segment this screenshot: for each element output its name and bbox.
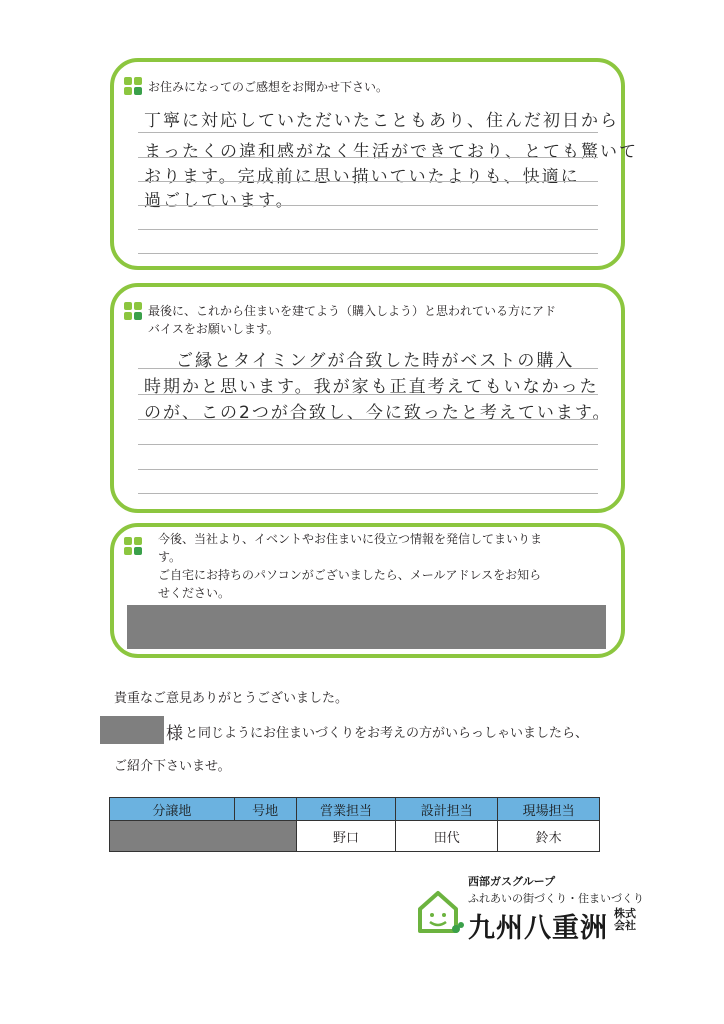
thanks-message: 貴重なご意見ありがとうございました。 (114, 691, 349, 706)
redacted-customer-name (100, 716, 164, 744)
q1-answer-line: 過ごしています。 (144, 191, 295, 211)
ruled-line (138, 205, 598, 206)
sales-staff: 野口 (296, 821, 396, 852)
header-lot-number: 号地 (234, 798, 296, 821)
ruled-line (138, 493, 598, 494)
table-row (110, 821, 600, 852)
logo-corp-suffix: 株式会社 (614, 907, 636, 932)
section-marker-icon (124, 537, 142, 555)
ruled-line (138, 253, 598, 254)
header-sales: 営業担当 (296, 798, 396, 821)
ruled-line (138, 444, 598, 445)
referral-request: と同じようにお住まいづくりをお考えの方がいらっしゃいましたら、 (185, 726, 589, 741)
staff-table (109, 797, 600, 852)
header-lot: 分譲地 (110, 798, 235, 821)
company-logo (416, 873, 646, 943)
ruled-line (138, 368, 598, 369)
logo-company-name: 九州八重洲 (468, 913, 608, 944)
ruled-line (138, 181, 598, 182)
ruled-line (138, 157, 598, 158)
site-staff: 鈴木 (498, 821, 600, 852)
ruled-line (138, 229, 598, 230)
referral-request-end: ご紹介下さいませ。 (114, 759, 231, 774)
logo-group-name: 西部ガスグループ (468, 875, 556, 888)
q1-answer-line: おります。完成前に思い描いていたよりも、快適に (144, 167, 580, 187)
ruled-line (138, 419, 598, 420)
table-header-row (110, 798, 600, 821)
redacted-lot (110, 821, 297, 852)
q3-question-line: 今後、当社より、イベントやお住まいに役立つ情報を発信してまいりま (158, 532, 543, 546)
redacted-email (127, 605, 606, 649)
q1-answer-line: 丁寧に対応していただいたこともあり、住んだ初日から (144, 111, 619, 131)
header-design: 設計担当 (396, 798, 498, 821)
honorific: 様 (166, 724, 183, 744)
q2-question-line: バイスをお願いします。 (148, 322, 279, 336)
q3-question-line: す。 (158, 550, 182, 564)
q2-answer-line: 時期かと思います。我が家も正直考えてもいなかった (144, 377, 599, 397)
house-logo-icon (416, 887, 464, 939)
q3-question-line: ご自宅にお持ちのパソコンがございましたら、メールアドレスをお知ら (158, 568, 542, 582)
q2-answer-line: ご縁とタイミングが合致した時がベストの購入 (176, 351, 575, 371)
logo-tagline: ふれあいの街づくり・住まいづくり (468, 892, 644, 905)
section-marker-icon (124, 77, 142, 95)
q3-question-line: せください。 (158, 586, 231, 600)
header-site: 現場担当 (498, 798, 600, 821)
q2-answer-line: のが、この2つが合致し、今に致ったと考えています。 (144, 403, 612, 423)
ruled-line (138, 394, 598, 395)
q2-question-line: 最後に、これから住まいを建てよう（購入しよう）と思われている方にアド (148, 304, 557, 318)
ruled-line (138, 132, 598, 133)
section-marker-icon (124, 302, 142, 320)
q1-answer-line: まったくの違和感がなく生活ができており、とても驚いて (144, 142, 638, 162)
design-staff: 田代 (396, 821, 498, 852)
ruled-line (138, 469, 598, 470)
q1-question: お住みになってのご感想をお聞かせ下さい。 (148, 80, 389, 94)
